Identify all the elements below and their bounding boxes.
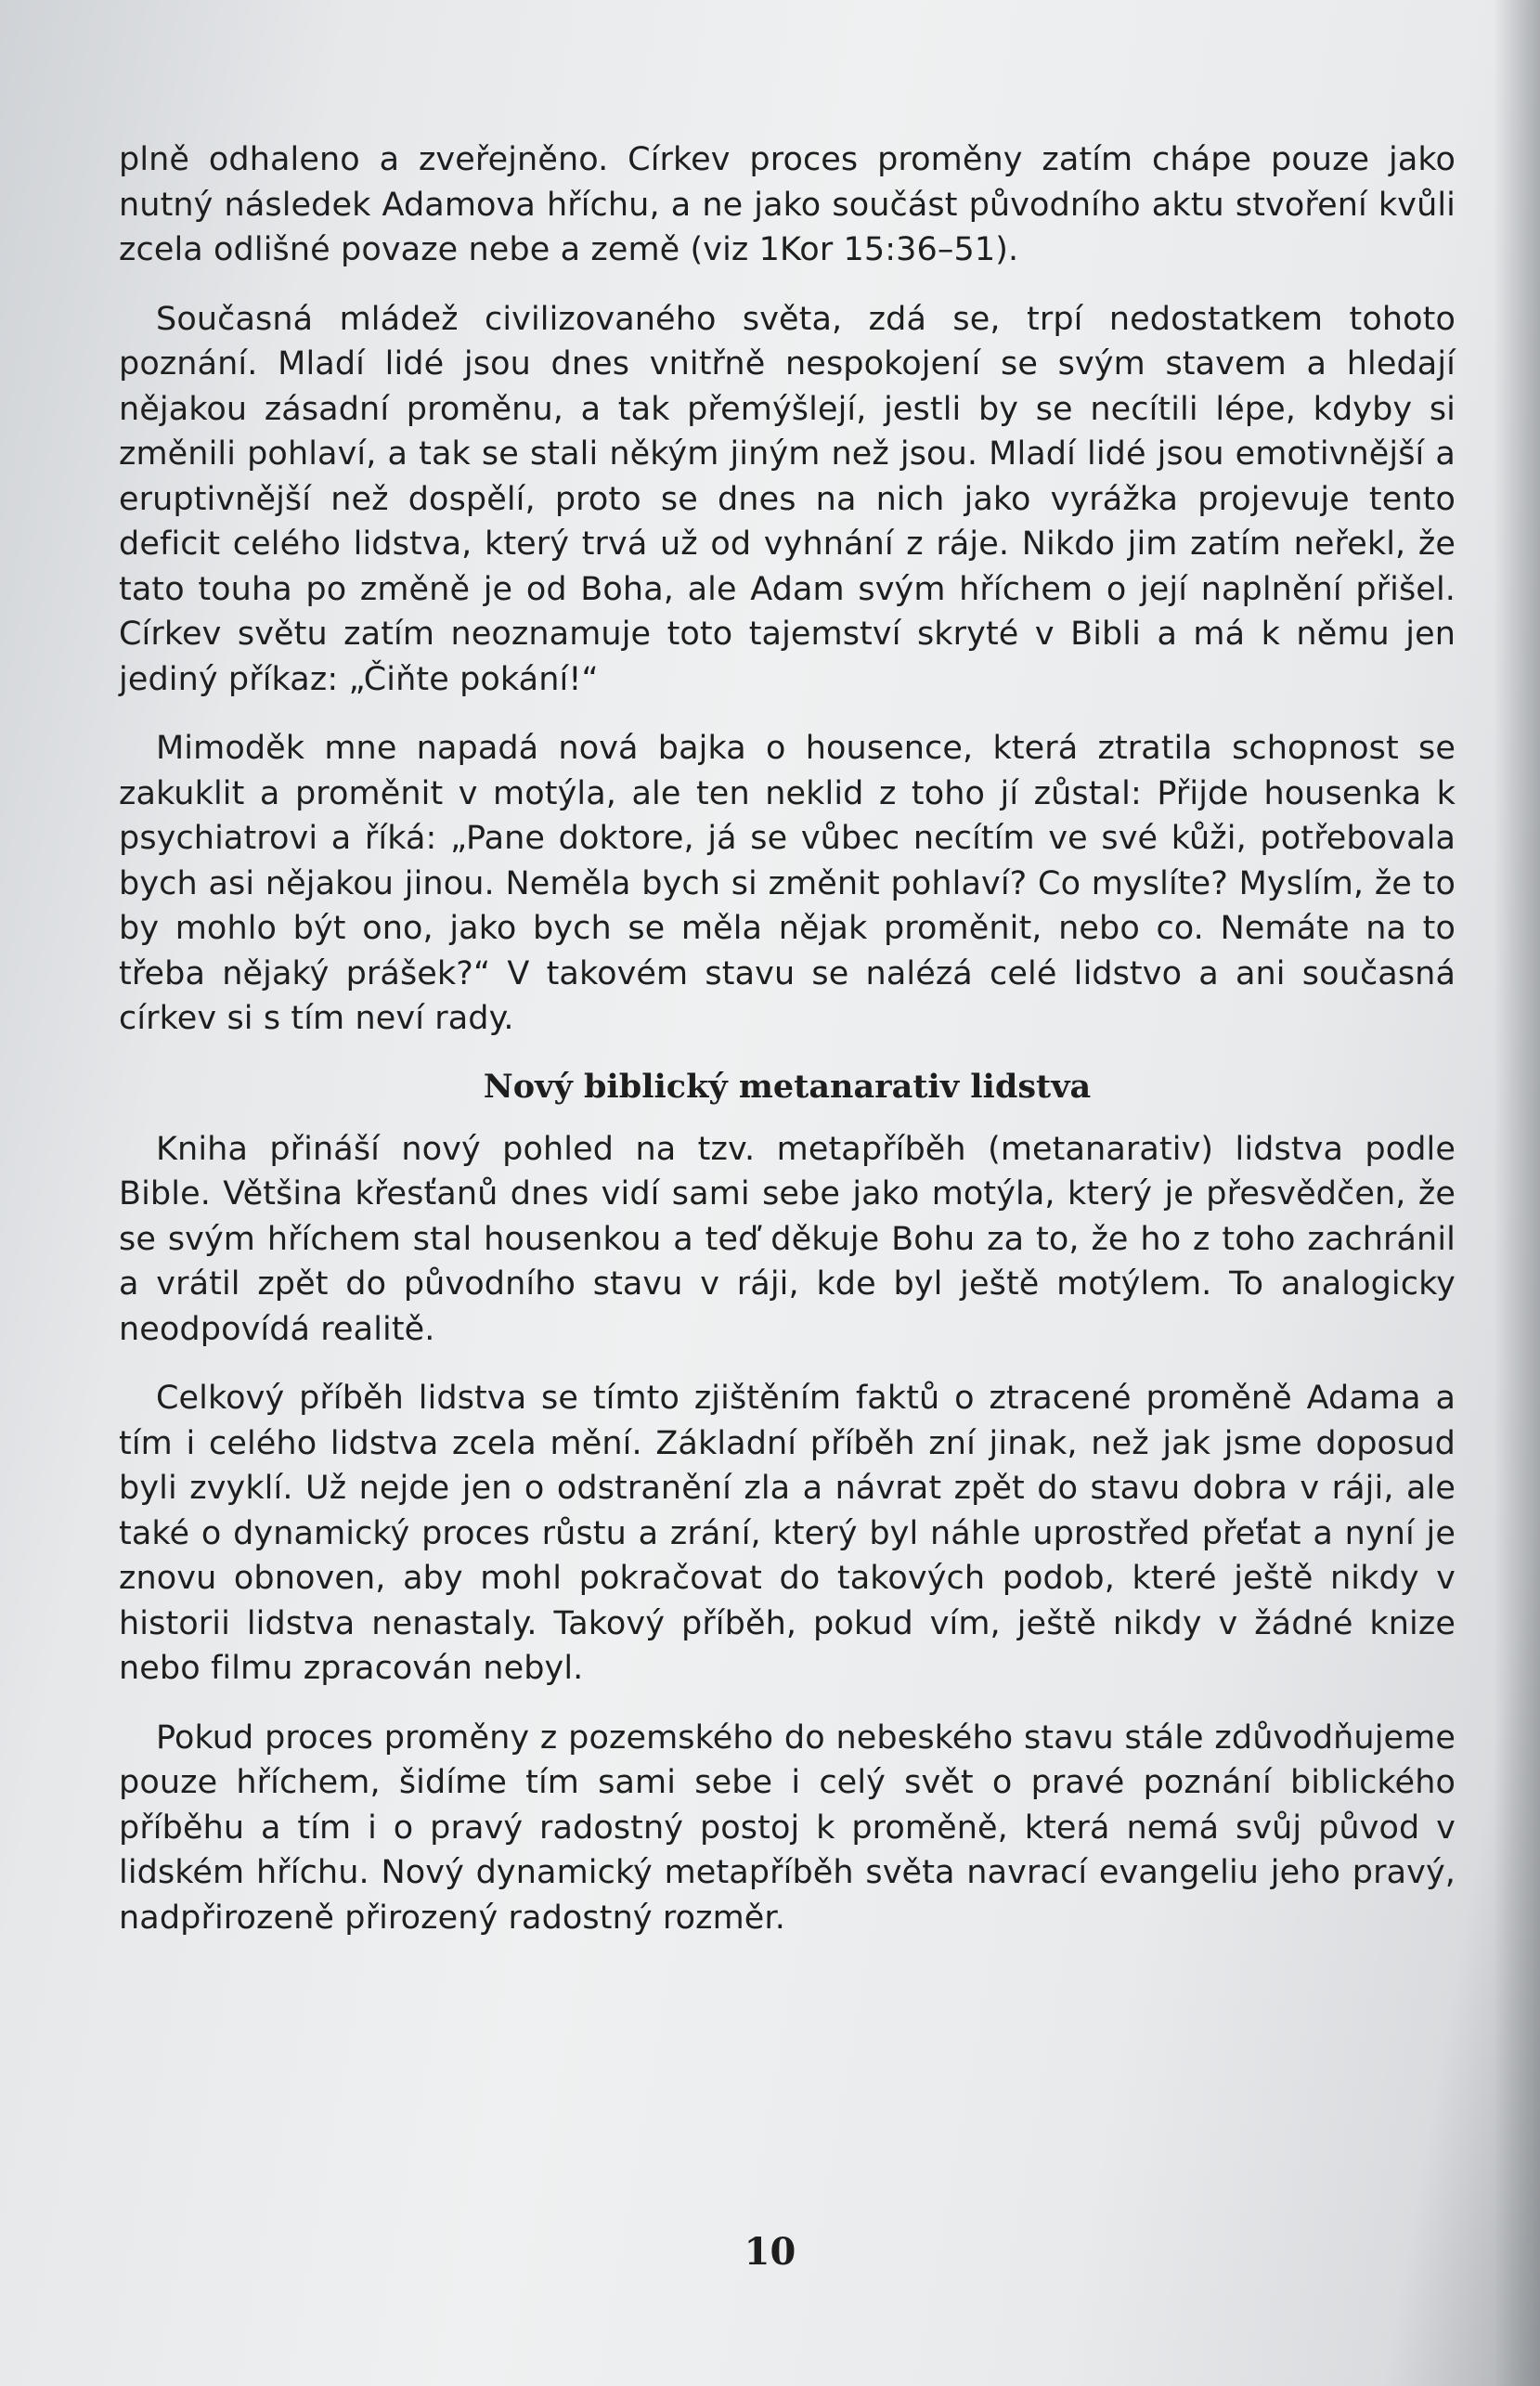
paragraph-story-change: Celkový příběh lidstva se tímto zjištěním faktů o ztracené proměně Adama a tím i celého lidstva zcela mění. Základní příběh zní jinak, než jak jsme doposud byli zvyklí. Už nejde jen o odstranění zla a návrat zpět do stavu dobra v ráji, ale také o dynamický proces růstu a zrání, který byl náhle uprostřed přeťat a nyní je znovu obnoven, aby mohl pokračovat do takových podob, které ještě nikdy v historii lidstva nenastaly. Takový příběh, pokud vím, ještě nikdy v žádné knize nebo filmu zpracován nebyl. (119, 1380, 1456, 1687)
paragraph-caterpillar-fable: Mimoděk mne napadá nová bajka o housence, která ztratila schopnost se zakuklit a proměnit v motýla, ale ten neklid z toho jí zůstal: Přijde housenka k psychiatrovi a říká: „Pane doktore, já se vůbec necítím ve své kůži, potřebovala bych asi nějakou jinou. Neměla bych si změnit pohlaví? Co myslíte? Myslím, že to by mohlo být ono, jako bych se měla nějak proměnit, nebo co. Nemáte na to třeba nějaký prášek?“ V takovém stavu se nalézá celé lidstvo a ani současná církev si s tím neví rady. (119, 730, 1456, 1037)
section-heading: Nový biblický metanarativ lidstva (483, 1067, 1092, 1106)
paragraph-metanarrative: Kniha přináší nový pohled na tzv. metapříběh (metanarativ) lidstva podle Bible. Většina křesťanů dnes vidí sami sebe jako motýla, který je přesvědčen, že se svým hříchem stal housenkou a teď děkuje Bohu za to, že ho z toho zachránil a vrátil zpět do původního stavu v ráji, kde byl ještě motýlem. To analogicky neodpovídá realitě. (119, 1130, 1456, 1348)
paragraph-conclusion: Pokud proces proměny z pozemského do nebeského stavu stále zdůvodňujeme pouze hříchem, šidíme tím sami sebe i celý svět o pravé poznání biblického příběhu a tím i o pravý radostný postoj k proměně, která nemá svůj původ v lidském hříchu. Nový dynamický metapříběh světa navrací evangeliu jeho pravý, nadpřirozeně přirozený radostný rozměr. (119, 1718, 1456, 1937)
paragraph-continuation: plně odhaleno a zveřejněno. Církev proces proměny zatím chápe pouze jako nutný následek Adamova hříchu, a ne jako součást původního aktu stvoření kvůli zcela odlišné povaze nebe a země (viz 1Kor 15:36–51). (119, 141, 1456, 268)
page-number: 10 (744, 2230, 796, 2274)
page-edge-shadow (1494, 0, 1540, 2386)
paragraph-youth: Současná mládež civilizovaného světa, zdá se, trpí nedostatkem tohoto poznání. Mladí lidé jsou dnes vnitřně nespokojení se svým stavem a hledají nějakou zásadní proměnu, a tak přemýšlejí, jestli by se necítili lépe, kdyby si změnili pohlaví, a tak se stali někým jiným než jsou. Mladí lidé jsou emotivnější a eruptivnější než dospělí, proto se dnes na nich jako vyrážka projevuje tento deficit celého lidstva, který trvá už od vyhnání z ráje. Nikdo jim zatím neřekl, že tato touha po změně je od Boha, ale Adam svým hříchem o její naplnění přišel. Církev světu zatím neoznamuje toto tajemství skryté v Bibli a má k němu jen jediný příkaz: „Čiňte pokání!“ (119, 300, 1456, 698)
page-body (119, 137, 1456, 1965)
